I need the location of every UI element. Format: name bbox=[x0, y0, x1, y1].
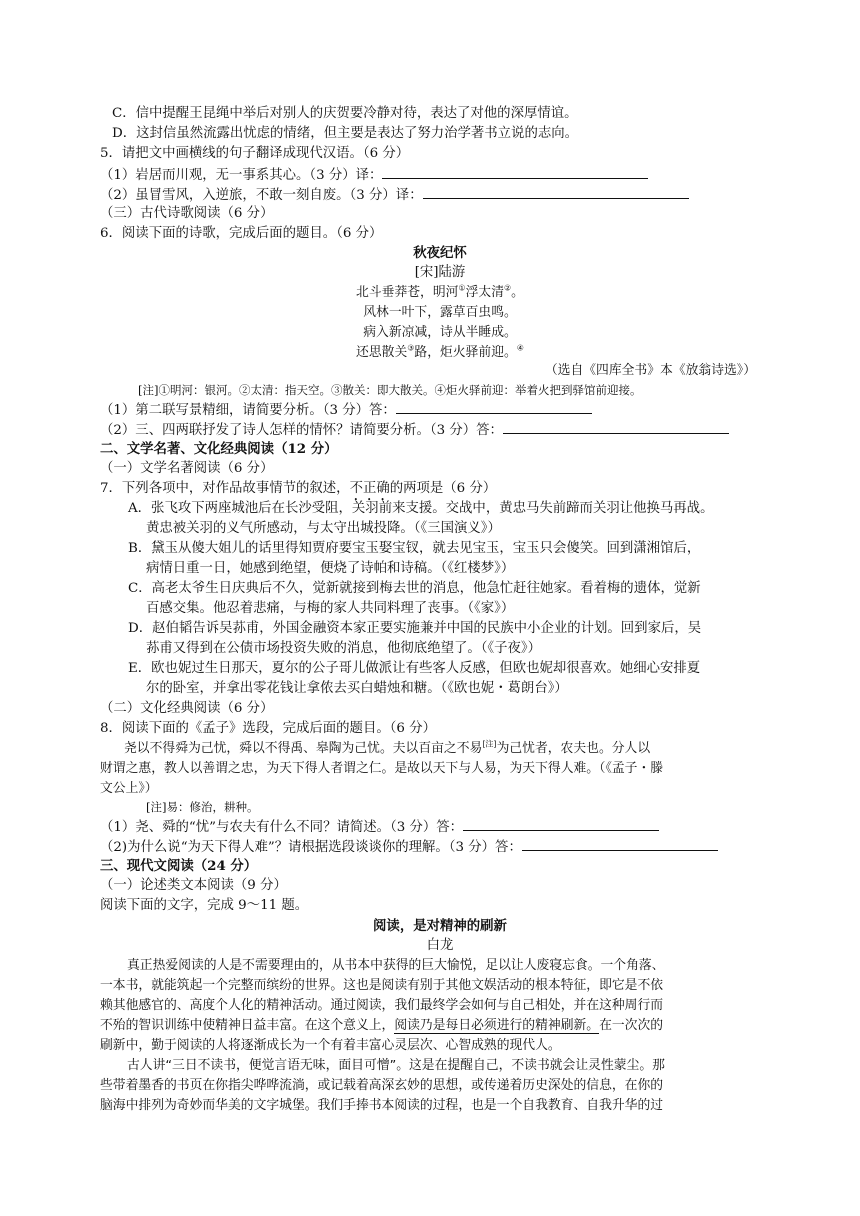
article-line-2: 一本书，就能筑起一个完整而缤纷的世界。这也是阅读有别于其他文娱活动的根本特征，即它是不依 bbox=[100, 978, 664, 993]
underlined-sentence: 阅读乃是每日必须进行的精神刷新。 bbox=[394, 1018, 600, 1033]
q7-option-d-cont: 荪甫又得到在公债市场投资失败的消息，他彻底绝望了。（《子夜》） bbox=[146, 641, 542, 656]
q7-option-e: E．欧也妮过生日那天，夏尔的公子哥儿做派让有些客人反感，但欧也妮却很喜欢。她细心安排夏 bbox=[128, 661, 701, 676]
q7-option-c-cont: 百感交集。他忍着悲痛，与梅的家人共同料理了丧事。（《家》） bbox=[146, 601, 515, 616]
poem-note: [注]①明河：银河。②太清：指天空。③散关：即大散关。④炬火驿前迎：举着火把到驿馆前迎接。 bbox=[138, 383, 642, 397]
answer-blank[interactable] bbox=[382, 165, 648, 179]
poem-title: 秋夜纪怀 bbox=[413, 245, 467, 261]
q7-option-e-cont: 尔的卧室，并拿出零花钱让拿侬去买白蜡烛和糖。（《欧也妮・葛朗台》） bbox=[146, 681, 568, 696]
poem-author: [宋]陆游 bbox=[414, 265, 466, 280]
poem-line-2: 风林一叶下，露草百虫鸣。 bbox=[363, 305, 517, 320]
section-cultural-classics: （二）文化经典阅读（6 分） bbox=[100, 701, 274, 716]
q8-question: 8．阅读下面的《孟子》选段，完成后面的题目。（6 分） bbox=[100, 721, 436, 736]
poem-line-4: 还思散关③路，炬火驿前迎。④ bbox=[356, 343, 524, 360]
q5-question: 5．请把文中画横线的句子翻译成现代汉语。（6 分） bbox=[100, 146, 410, 161]
q8-item-2: （2)为什么说“为天下得人难”？请根据选段谈谈你的理解。（3 分）答： bbox=[100, 837, 780, 857]
poem-line-3: 病入新凉减，诗从半睡成。 bbox=[363, 325, 517, 340]
q7-question: 7．下列各项中，对作品故事情节的叙述，不正确的两项是（6 分） bbox=[100, 481, 497, 496]
article-line-3: 赖其他感官的、高度个人化的精神活动。通过阅读，我们最终学会如何与自己相处，并在这种周行而 bbox=[100, 998, 664, 1013]
q7-option-a-cont: 黄忠被关羽的义气所感动，与太守出城投降。（《三国演义》） bbox=[146, 521, 501, 536]
article-author: 白龙 bbox=[426, 938, 454, 953]
answer-blank[interactable] bbox=[503, 420, 729, 434]
q8-item-1: （1）尧、舜的“忧”与农夫有什么不同？请简述。（3 分）答： bbox=[100, 817, 780, 837]
q7-option-d: D．赵伯韬告诉吴荪甫，外国金融资本家正要实施兼并中国的民族中小企业的计划。回到家后，吴 bbox=[128, 621, 702, 636]
part-three-heading: 三、现代文阅读（24 分） bbox=[100, 858, 258, 874]
article-line-8: 脑海中排列为奇妙而华美的文字城堡。我们手捧书本阅读的过程，也是一个自我教育、自我升华的过 bbox=[100, 1098, 664, 1113]
poem-source: （选自《四库全书》本《放翁诗选》） bbox=[544, 363, 756, 378]
section-argumentative: （一）论述类文本阅读（9 分） bbox=[100, 878, 287, 893]
mencius-line-1: 尧以不得舜为己忧，舜以不得禹、皋陶为己忧。夫以百亩之不易[注]为己忧者，农夫也。分人以 bbox=[124, 739, 651, 756]
section-classics: （一）文学名著阅读（6 分） bbox=[100, 461, 274, 476]
article-line-7: 些带着墨香的书页在你指尖哗哗流淌，或记载着高深玄妙的思想，或传递着历史深处的信息，在你的 bbox=[100, 1078, 664, 1093]
article-line-5: 刷新中，勤于阅读的人将逐渐成长为一个有着丰富心灵层次、心智成熟的现代人。 bbox=[100, 1038, 561, 1053]
mencius-line-3: 文公上》） bbox=[100, 781, 158, 796]
q7-option-b: B．黛玉从傻大姐儿的话里得知贾府要宝玉娶宝钗，就去见宝玉，宝玉只会傻笑。回到潇湘馆后， bbox=[128, 541, 701, 556]
q4-option-d: D．这封信虽然流露出忧虑的情绪，但主要是表达了努力治学著书立说的志向。 bbox=[112, 126, 579, 141]
answer-blank[interactable] bbox=[463, 817, 659, 831]
mencius-note: [注]易：修治，耕种。 bbox=[146, 800, 259, 814]
q7-option-c: C．高老太爷生日庆典后不久，觉新就接到梅去世的消息，他急忙赶往她家。看着梅的遗体，觉新 bbox=[128, 581, 701, 596]
q6-question: 6．阅读下面的诗歌，完成后面的题目。（6 分） bbox=[100, 226, 383, 241]
q6-item-2: （2）三、四两联抒发了诗人怎样的情怀？请简要分析。（3 分）答： bbox=[100, 420, 780, 440]
article-title: 阅读，是对精神的刷新 bbox=[373, 918, 507, 934]
answer-blank[interactable] bbox=[522, 837, 718, 851]
reading-instruction: 阅读下面的文字，完成 9～11 题。 bbox=[100, 898, 309, 913]
q4-option-c: C．信中提醒王昆绳中举后对别人的庆贺要冷静对待，表达了对他的深厚情谊。 bbox=[112, 106, 578, 121]
q7-option-b-cont: 病情日重一日，她感到绝望，便烧了诗帕和诗稿。（《红楼梦》） bbox=[146, 561, 515, 576]
mencius-line-2: 财谓之惠，教人以善谓之忠，为天下得人者谓之仁。是故以天下与人易，为天下得人难。（《孟子・滕 bbox=[100, 761, 664, 776]
section-ancient-poetry: （三）古代诗歌阅读（6 分） bbox=[100, 206, 274, 221]
q6-item-1: （1）第二联写景精细，请简要分析。（3 分）答： bbox=[100, 400, 780, 420]
q5-item-2: （2）虽冒雪风，入逆旅，不敢一刻自废。（3 分）译： bbox=[100, 185, 780, 205]
poem-line-1: 北斗垂莽苍，明河①浮太清②。 bbox=[356, 283, 524, 300]
q5-item-1: （1）岩居而川观，无一事系其心。（3 分）译： bbox=[100, 165, 780, 185]
article-line-6: 古人讲“三日不读书，便觉言语无味，面目可憎”。这是在提醒自己，不读书就会让灵性蒙尘。那 bbox=[127, 1058, 665, 1073]
article-line-1: 真正热爱阅读的人是不需要理由的，从书本中获得的巨大愉悦，足以让人废寝忘食。一个角落、 bbox=[127, 958, 665, 973]
answer-blank[interactable] bbox=[396, 400, 592, 414]
article-line-4: 不殆的智识训练中使精神日益丰富。在这个意义上，阅读乃是每日必须进行的精神刷新。在一次次的 bbox=[100, 1018, 664, 1033]
part-two-heading: 二、文学名著、文化经典阅读（12 分） bbox=[100, 441, 338, 457]
answer-blank[interactable] bbox=[423, 185, 689, 199]
q7-option-a: A．张飞攻下两座城池后在长沙受阻，关羽前来支援。交战中，黄忠马失前蹄而关羽让他换马再战。 bbox=[128, 501, 714, 516]
